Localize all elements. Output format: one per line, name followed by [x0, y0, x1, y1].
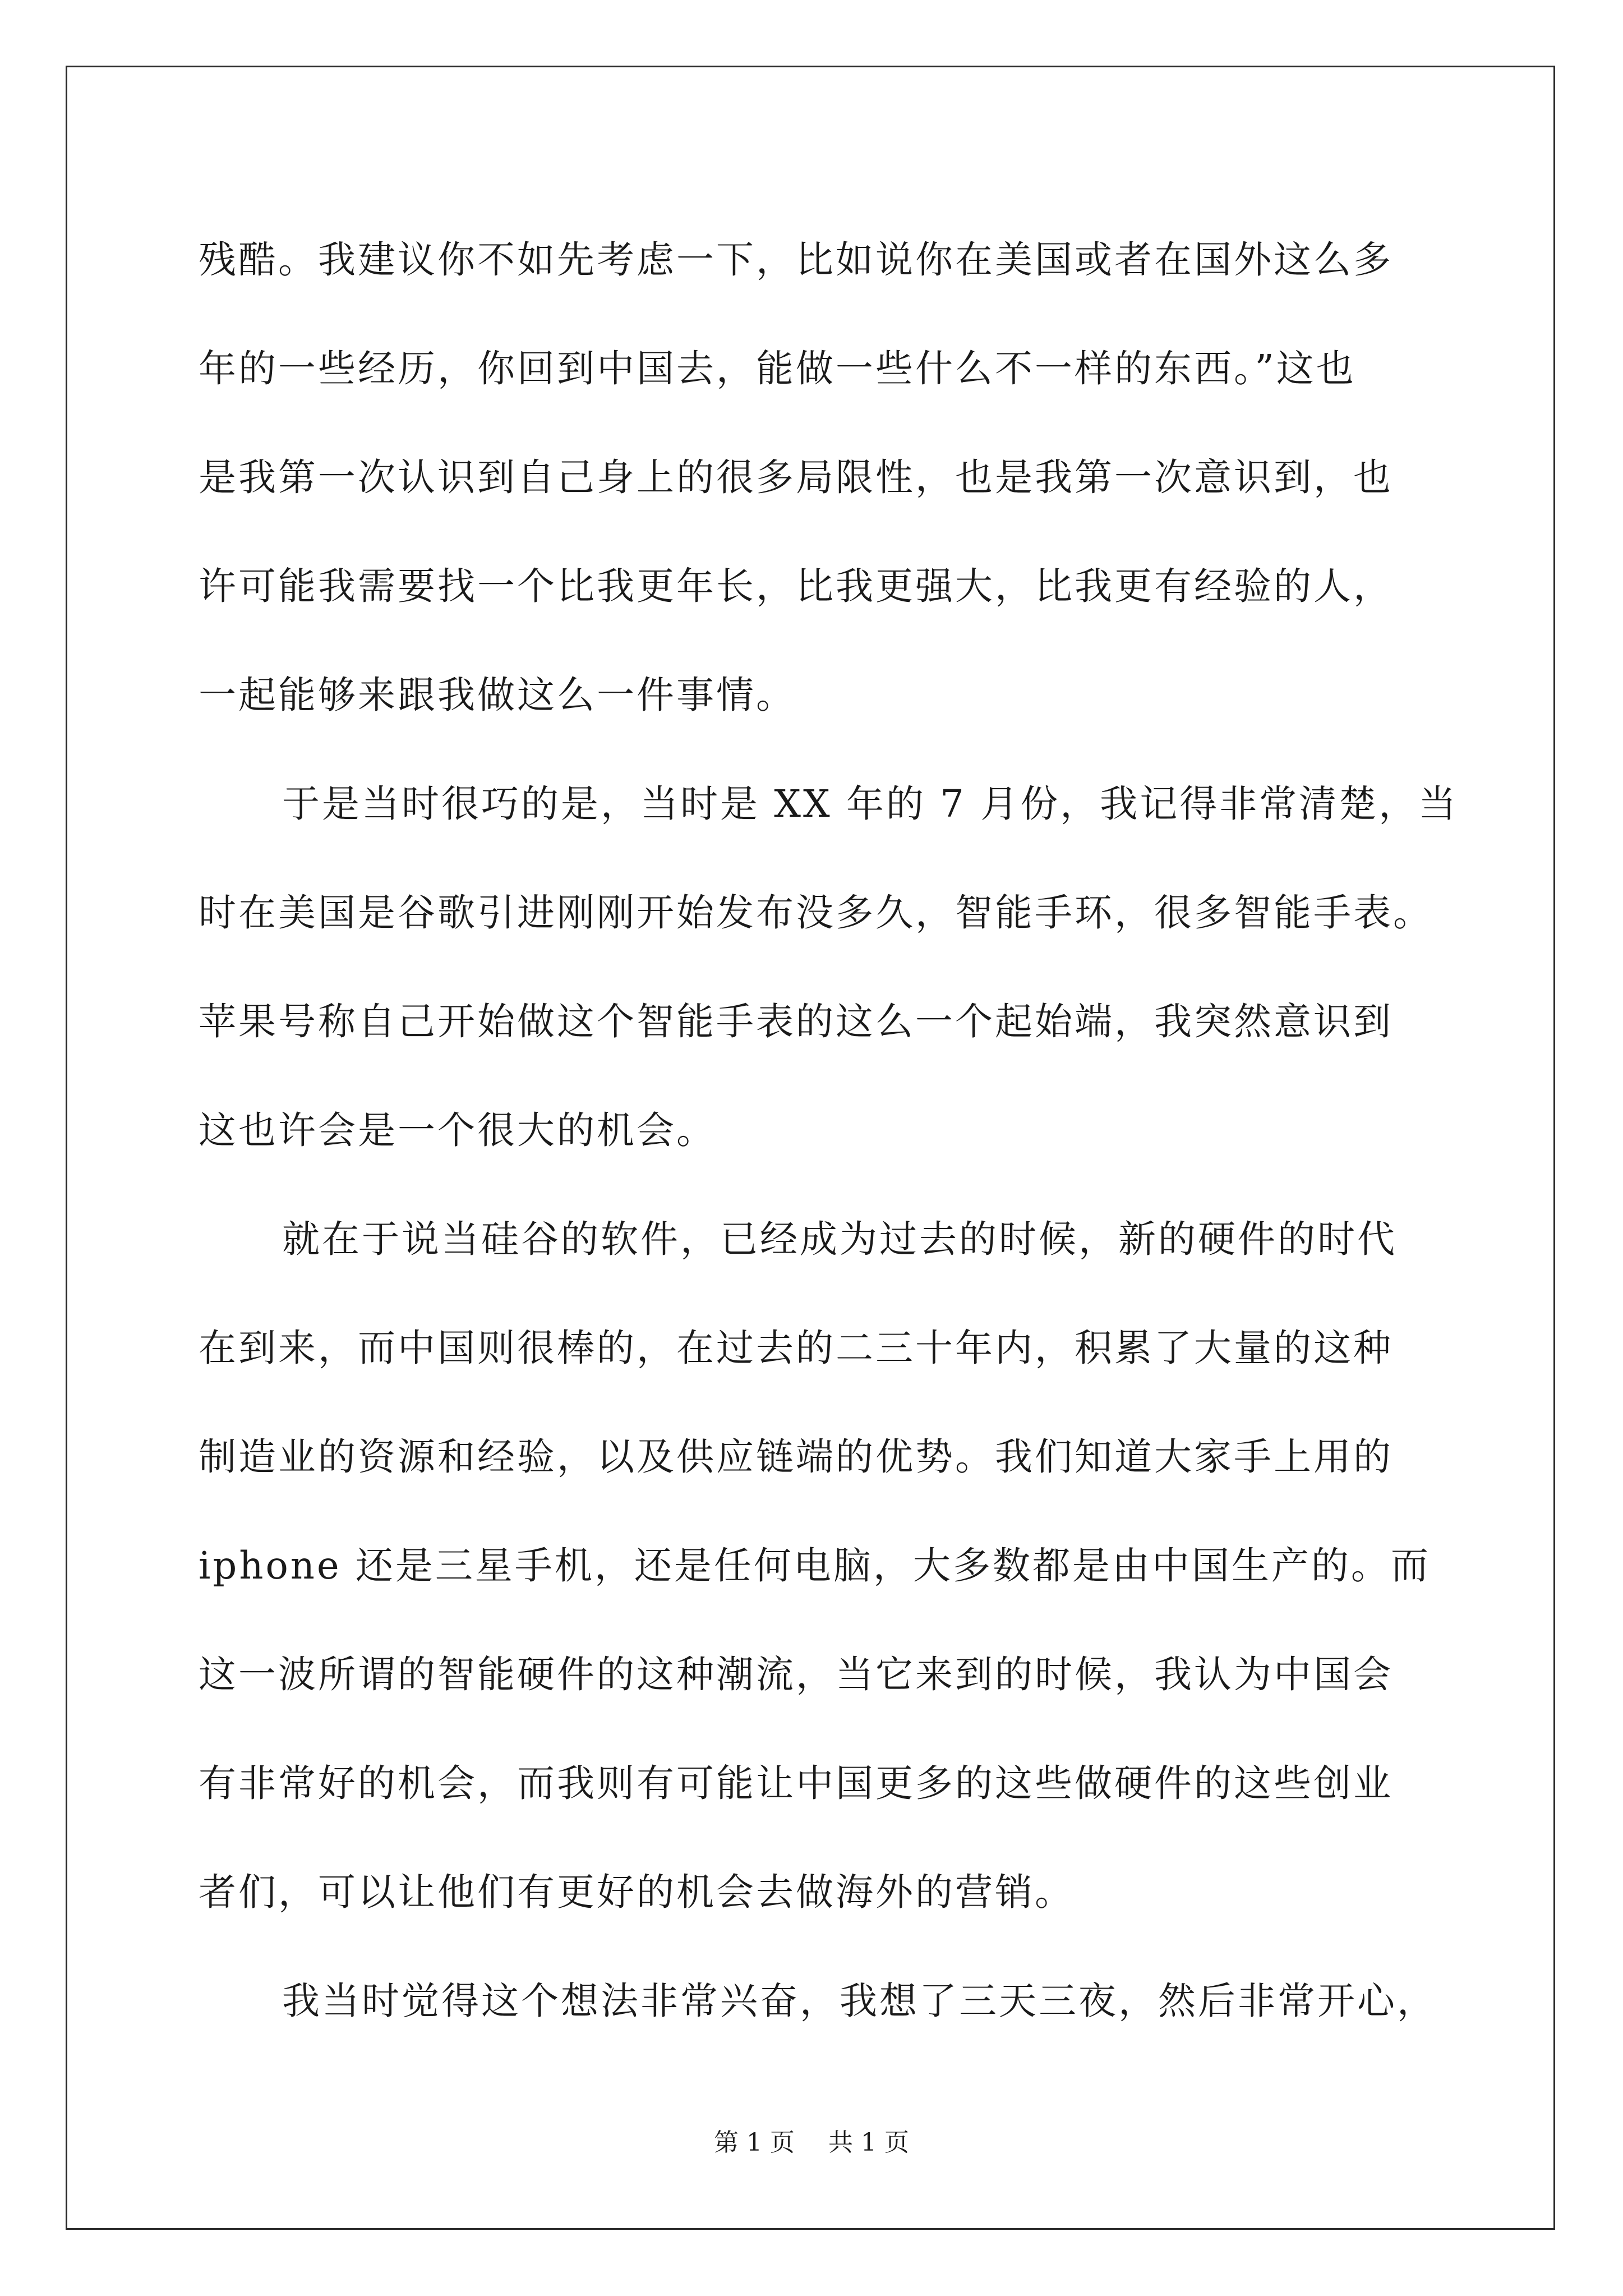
text-line: 有非常好的机会，而我则有可能让中国更多的这些做硬件的这些创业 — [199, 1761, 1393, 1805]
text-line: 我当时觉得这个想法非常兴奋，我想了三天三夜，然后非常开心， — [282, 1979, 1437, 2023]
text-line: 这也许会是一个很大的机会。 — [199, 1108, 716, 1152]
text-line: 苹果号称自己开始做这个智能手表的这么一个起始端，我突然意识到 — [199, 1000, 1393, 1043]
document-body — [199, 205, 1459, 2055]
text-line: 残酷。我建议你不如先考虑一下，比如说你在美国或者在国外这么多 — [199, 238, 1393, 282]
text-line: 一起能够来跟我做这么一件事情。 — [199, 673, 796, 717]
text-line: 于是当时很巧的是，当时是 XX 年的 7 月份，我记得非常清楚，当 — [282, 782, 1459, 826]
text-line: 就在于说当硅谷的软件，已经成为过去的时候，新的硬件的时代 — [282, 1217, 1397, 1261]
text-line: 制造业的资源和经验，以及供应链端的优势。我们知道大家手上用的 — [199, 1435, 1393, 1479]
page-footer — [0, 2126, 1623, 2160]
page-number-total: 共 1 页 — [828, 2128, 909, 2157]
text-line: 是我第一次认识到自己身上的很多局限性，也是我第一次意识到，也 — [199, 455, 1393, 499]
text-line: 年的一些经历，你回到中国去，能做一些什么不一样的东西。”这也 — [199, 347, 1356, 390]
text-line: 在到来，而中国则很棒的，在过去的二三十年内，积累了大量的这种 — [199, 1326, 1393, 1370]
text-line: iphone 还是三星手机，还是任何电脑，大多数都是由中国生产的。而 — [199, 1544, 1431, 1588]
text-line: 这一波所谓的智能硬件的这种潮流，当它来到的时候，我认为中国会 — [199, 1653, 1393, 1696]
text-line: 许可能我需要找一个比我更年长，比我更强大，比我更有经验的人， — [199, 564, 1393, 608]
text-line: 时在美国是谷歌引进刚刚开始发布没多久，智能手环，很多智能手表。 — [199, 891, 1433, 935]
text-line: 者们，可以让他们有更好的机会去做海外的营销。 — [199, 1870, 1075, 1914]
page-number-current: 第 1 页 — [714, 2128, 795, 2157]
